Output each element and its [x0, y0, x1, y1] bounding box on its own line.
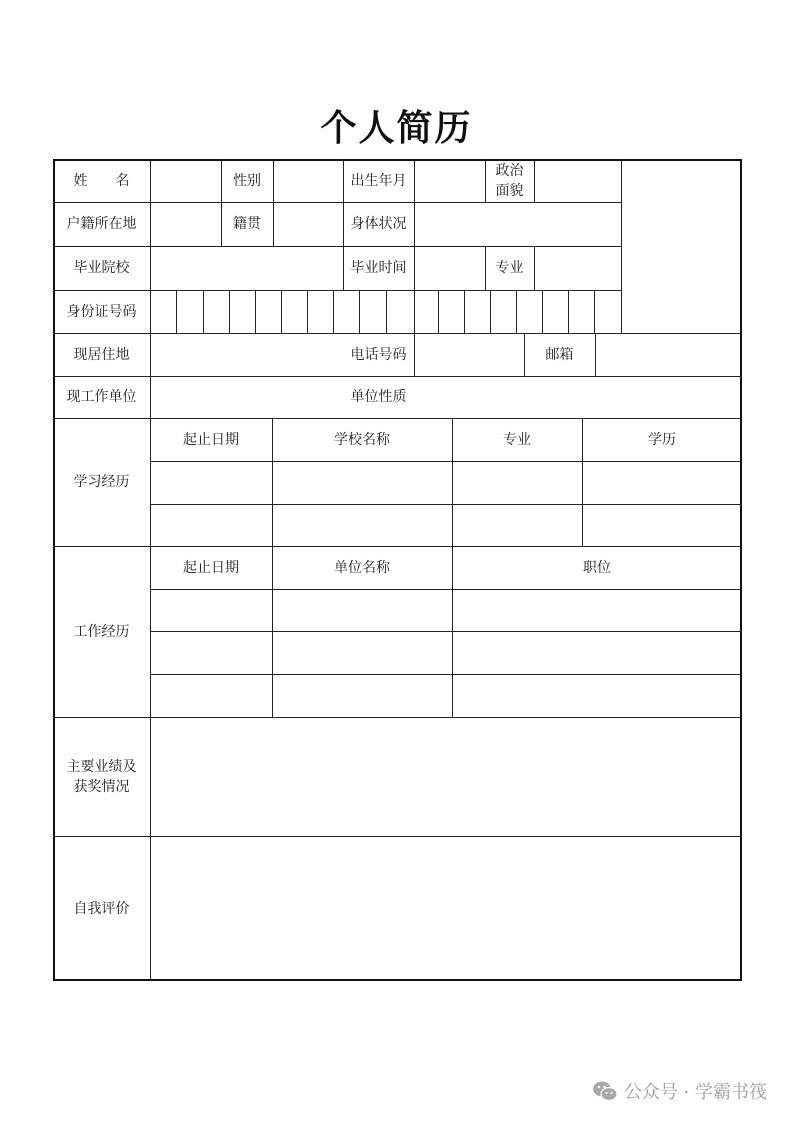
native-label: 籍贯: [233, 216, 261, 232]
phone-field[interactable]: [415, 334, 523, 375]
gender-field[interactable]: [274, 160, 342, 201]
education-header: 学校名称: [334, 431, 390, 448]
work-entry-row[interactable]: [151, 675, 740, 716]
employer-type-field[interactable]: [415, 377, 740, 417]
watermark-text: 公众号 · 学霸书筏: [623, 1082, 767, 1103]
work-header: 起止日期: [183, 559, 239, 576]
employer-type-label: 单位性质: [350, 389, 407, 405]
education-entry-row[interactable]: [151, 462, 740, 503]
name-label: 姓 名: [73, 172, 130, 189]
education-header: 专业: [503, 431, 531, 448]
work-header: 职位: [583, 559, 611, 576]
achievements-label: 主要业绩及 获奖情况: [66, 758, 137, 795]
resume-form: [53, 159, 742, 981]
self-eval-field[interactable]: [151, 837, 740, 979]
education-section-label: 学习经历: [73, 474, 130, 490]
school-label: 毕业院校: [73, 260, 130, 276]
household-label: 户籍所在地: [66, 216, 137, 232]
work-header: 单位名称: [334, 559, 390, 576]
major-field[interactable]: [535, 247, 620, 289]
id-number-boxes[interactable]: [151, 291, 620, 332]
name-field[interactable]: [151, 160, 220, 201]
school-field[interactable]: [151, 247, 342, 289]
achievements-field[interactable]: [151, 718, 740, 835]
page-title: 个人简历: [320, 107, 473, 149]
native-field[interactable]: [274, 203, 342, 245]
phone-label: 电话号码: [350, 346, 407, 363]
education-header: 起止日期: [183, 431, 239, 448]
birth-field[interactable]: [415, 160, 484, 201]
address-label: 现居住地: [73, 346, 130, 363]
health-label: 身体状况: [350, 216, 407, 232]
employer-label: 现工作单位: [66, 389, 137, 405]
health-field[interactable]: [415, 203, 620, 245]
id-label: 身份证号码: [66, 303, 137, 320]
watermark: [592, 1078, 767, 1104]
photo-area[interactable]: [622, 160, 740, 332]
grad-time-field[interactable]: [415, 247, 484, 289]
household-field[interactable]: [151, 203, 220, 245]
work-section-label: 工作经历: [73, 623, 130, 640]
email-field[interactable]: [596, 334, 740, 375]
wechat-icon: [592, 1080, 618, 1102]
email-label: 邮箱: [545, 346, 574, 363]
self-eval-label: 自我评价: [73, 900, 130, 917]
major-label: 专业: [495, 260, 524, 276]
birth-label: 出生年月: [350, 172, 407, 189]
grad-time-label: 毕业时间: [350, 260, 407, 276]
work-entry-row[interactable]: [151, 632, 740, 673]
gender-label: 性别: [233, 172, 261, 189]
education-entry-row[interactable]: [151, 505, 740, 545]
political-label: 政治 面貌: [495, 162, 524, 199]
work-entry-row[interactable]: [151, 590, 740, 630]
education-header: 学历: [648, 431, 676, 448]
political-field[interactable]: [535, 160, 620, 201]
